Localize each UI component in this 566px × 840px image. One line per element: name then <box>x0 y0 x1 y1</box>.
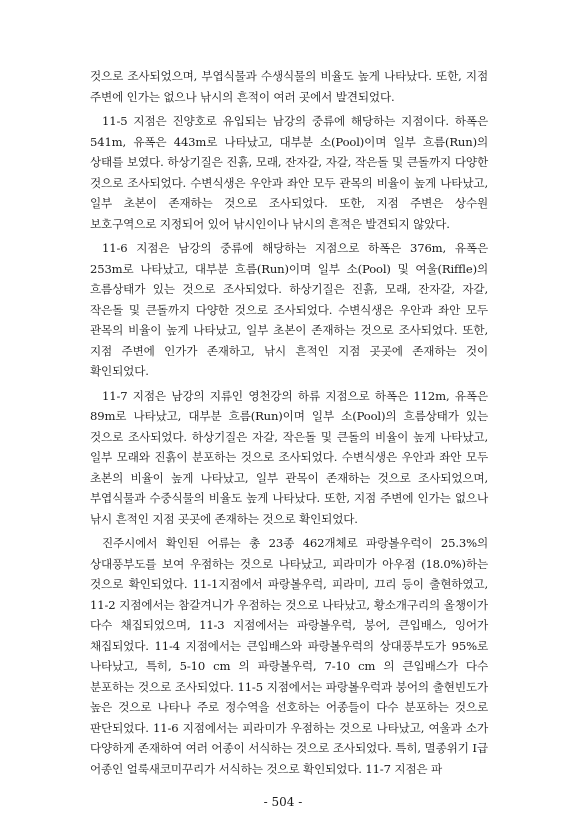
paragraph-continuation: 것으로 조사되었으며, 부엽식물과 수생식물의 비율도 높게 나타났다. 또한, 지점 주변에 인가는 없으나 낚시의 흔적이 여러 곳에서 발견되었다. <box>90 69 488 104</box>
paragraph-site-11-5: 11-5 지점은 진양호로 유입되는 남강의 중류에 해당하는 지점이다. 하폭은 541m, 유폭은 443m로 나타났고, 대부분 소(Pool)이며 일부 흐름(Run)의 상태를 보였다. 하상기질은 진흙, 모래, 잔자갈, 자갈, 작은돌 및 큰돌까지 다양한 것으로 조사되었다. 수변식생은 우안과 좌안 모두 관목의 비율이 높게 나타났고, 일부 초본이 존재하는 것으로 조사되었다. 또한, 지점 주변은 상수원 보호구역으로 지정되어 있어 낚시인이나 낚시의 흔적은 발견되지 않았다. <box>90 114 488 231</box>
paragraph-fish-summary: 진주시에서 확인된 어류는 총 23종 462개체로 파랑볼우럭이 25.3%의 상대풍부도를 보여 우점하는 것으로 나타났고, 피라미가 아우점 (18.0%)하는 것으로 확인되었다. 11-1지점에서 파랑볼우럭, 피라미, 끄리 등이 출현하였고, 11-2 지점에서는 참갈겨니가 우점하는 것으로 나타났고, 황소개구리의 올챙이가 다수 채집되었으며, 11-3 지점에서는 파랑볼우럭, 붕어, 큰입배스, 잉어가 채집되었다. 11-4 지점에서는 큰입배스와 파랑볼우럭의 상대풍부도가 95%로 나타났고, 특히, 5-10 cm 의 파랑볼우럭, 7-10 cm 의 큰입배스가 다수 분포하는 것으로 조사되었다. 11-5 지점에서는 파랑볼우럭과 붕어의 출현빈도가 높은 것으로 나타나 주로 정수역을 선호하는 어종들이 다수 분포하는 것으로 판단되었다. 11-6 지점에서는 피라미가 우점하는 것으로 나타났고, 여울과 소가 다양하게 존재하여 여러 어종이 서식하는 것으로 조사되었다. 특히, 멸종위기 Ⅰ급 어종인 얼룩새코미꾸리가 서식하는 것으로 확인되었다. 11-7 지점은 파 <box>90 536 488 776</box>
paragraph-site-11-7: 11-7 지점은 남강의 지류인 영천강의 하류 지점으로 하폭은 112m, 유폭은 89m로 나타났고, 대부분 흐름(Run)이며 일부 소(Pool)의 흐름상태가 있는 것으로 조사되었다. 하상기질은 자갈, 작은돌 및 큰돌의 비율이 높게 나타났고, 일부 모래와 진흙이 분포하는 것으로 조사되었다. 수변식생은 우안과 좌안 모두 초본의 비율이 높게 나타났고, 일부 관목이 존재하는 것으로 조사되었으며, 부엽식물과 수중식물의 비율도 높게 나타났다. 또한, 지점 주변에 인가는 없으나 낚시 흔적인 지점 곳곳에 존재하는 것으로 확인되었다. <box>90 388 488 526</box>
body-text <box>90 66 488 783</box>
page-number: - 504 - <box>263 795 303 809</box>
paragraph-site-11-6: 11-6 지점은 남강의 중류에 해당하는 지점으로 하폭은 376m, 유폭은 253m로 나타났고, 대부분 흐름(Run)이며 일부 소(Pool) 및 여울(Riffle)의 흐름상태가 있는 것으로 조사되었다. 하상기질은 진흙, 모래, 잔자갈, 자갈, 작은돌 및 큰돌까지 다양한 것으로 조사되었다. 수변식생은 우안과 좌안 모두 관목의 비율이 높게 나타났고, 일부 초본이 존재하는 것으로 조사되었다. 또한, 지점 주변에 인가가 존재하고, 낚시 흔적인 지점 곳곳에 존재하는 것이 확인되었다. <box>90 241 488 378</box>
